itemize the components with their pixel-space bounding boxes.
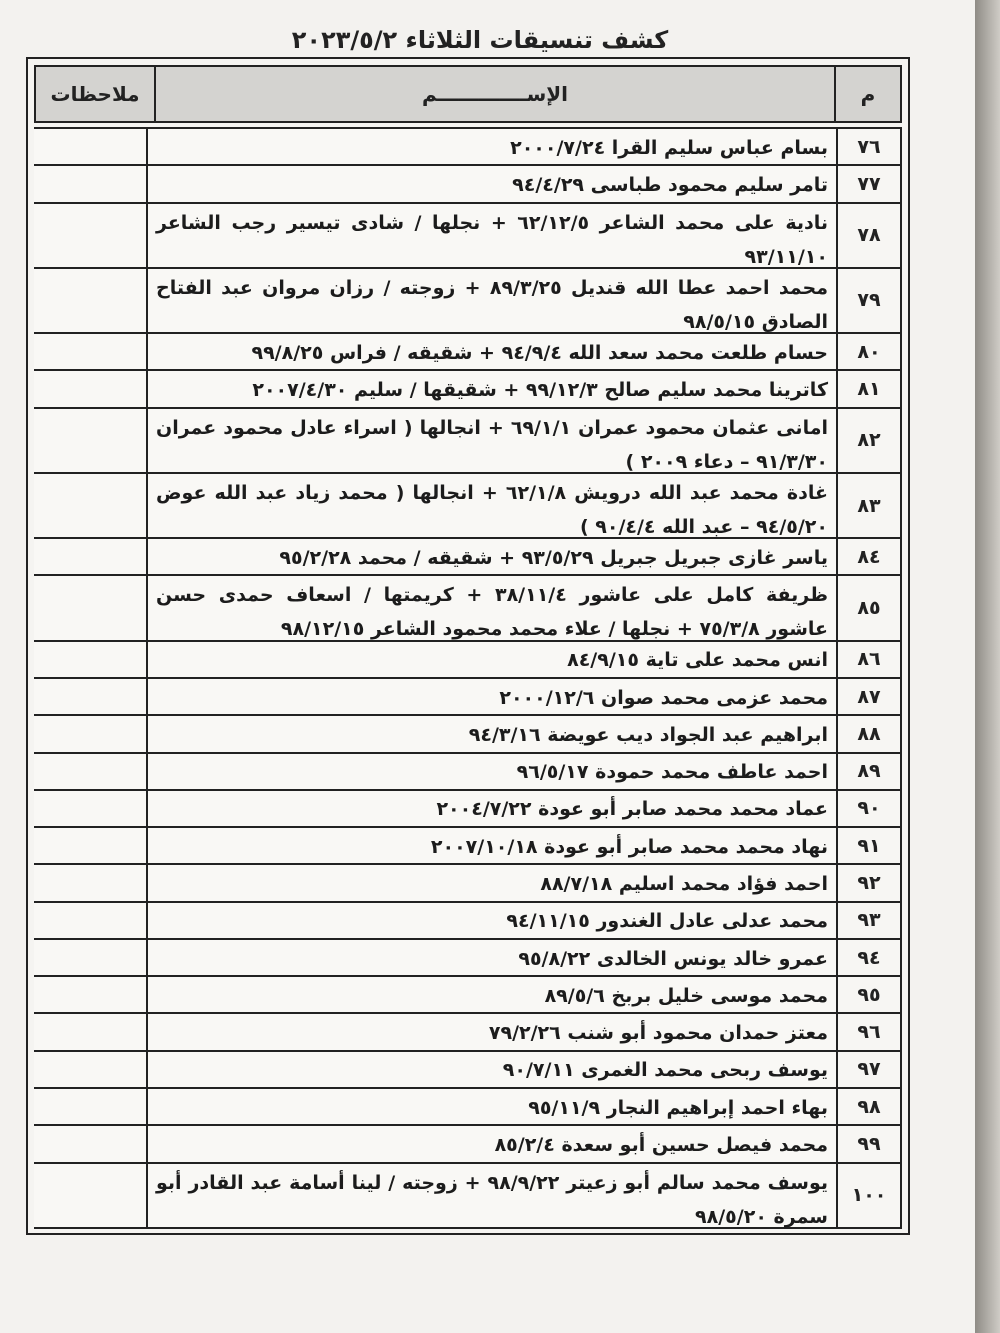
row-name: يوسف محمد سالم أبو زعيتر ٩٨/٩/٢٢ + زوجته / لينا أسامة عبد القادر أبو سمرة ٩٨/٥/٢٠: [146, 1164, 836, 1227]
row-notes: [34, 269, 146, 332]
table-row: [34, 903, 902, 940]
row-name: يوسف ربحى محمد الغمرى ٩٠/٧/١١: [146, 1052, 836, 1087]
row-number: ٨٧: [836, 679, 902, 714]
table-row: [34, 1089, 902, 1126]
row-notes: [34, 204, 146, 267]
table-header: [34, 65, 902, 123]
row-number: ٨٢: [836, 409, 902, 472]
row-number: ٩١: [836, 828, 902, 863]
header-name: الإســـــــــــــم: [154, 67, 834, 121]
row-notes: [34, 642, 146, 677]
row-number: ٨٩: [836, 754, 902, 789]
row-name: عمرو خالد يونس الخالدى ٩٥/٨/٢٢: [146, 940, 836, 975]
row-number: ٩٨: [836, 1089, 902, 1124]
row-number: ٩٢: [836, 865, 902, 900]
row-number: ٨١: [836, 371, 902, 406]
row-notes: [34, 1126, 146, 1161]
table-row: [34, 865, 902, 902]
row-number: ١٠٠: [836, 1164, 902, 1227]
table-row: [34, 977, 902, 1014]
row-number: ٨٤: [836, 539, 902, 574]
row-name: امانى عثمان محمود عمران ٦٩/١/١ + انجالها ( اسراء عادل محمود عمران ٩١/٣/٣٠ – دعاء ٢٠٠٩ ): [146, 409, 836, 472]
row-name: احمد عاطف محمد حمودة ٩٦/٥/١٧: [146, 754, 836, 789]
row-notes: [34, 539, 146, 574]
row-notes: [34, 409, 146, 472]
row-name: انس محمد على تاية ٨٤/٩/١٥: [146, 642, 836, 677]
row-notes: [34, 1014, 146, 1049]
row-number: ٨٨: [836, 716, 902, 751]
row-notes: [34, 1052, 146, 1087]
row-name: ابراهيم عبد الجواد ديب عويضة ٩٤/٣/١٦: [146, 716, 836, 751]
table-row: [34, 409, 902, 474]
row-name: كاترينا محمد سليم صالح ٩٩/١٢/٣ + شقيقها / سليم ٢٠٠٧/٤/٣٠: [146, 371, 836, 406]
row-number: ٨٦: [836, 642, 902, 677]
row-number: ٧٩: [836, 269, 902, 332]
row-name: ظريفة كامل على عاشور ٣٨/١١/٤ + كريمتها / اسعاف حمدى حسن عاشور ٧٥/٣/٨ + نجلها / علاء محمد محمود الشاعر ٩٨/١٢/١٥: [146, 576, 836, 639]
row-name: غادة محمد عبد الله درويش ٦٢/١/٨ + انجالها ( محمد زياد عبد الله عوض ٩٤/٥/٢٠ – عبد الله ٩٠/٤/٤ ): [146, 474, 836, 537]
row-number: ٨٥: [836, 576, 902, 639]
row-number: ٩٧: [836, 1052, 902, 1087]
table-row: [34, 642, 902, 679]
row-number: ٧٨: [836, 204, 902, 267]
table-row: [34, 791, 902, 828]
row-name: بسام عباس سليم القرا ٢٠٠٠/٧/٢٤: [146, 129, 836, 164]
table-row: [34, 539, 902, 576]
desk-edge: [975, 0, 1000, 1333]
row-number: ٨٠: [836, 334, 902, 369]
row-number: ٩٥: [836, 977, 902, 1012]
row-name: محمد احمد عطا الله قنديل ٨٩/٣/٢٥ + زوجته / رزان مروان عبد الفتاح الصادق ٩٨/٥/١٥: [146, 269, 836, 332]
row-notes: [34, 576, 146, 639]
row-notes: [34, 716, 146, 751]
page-title: كشف تنسيقات الثلاثاء ٢٠٢٣/٥/٢: [291, 26, 669, 54]
row-notes: [34, 1089, 146, 1124]
row-notes: [34, 791, 146, 826]
row-name: ياسر غازى جبريل جبريل ٩٣/٥/٢٩ + شقيقه / محمد ٩٥/٢/٢٨: [146, 539, 836, 574]
table-row: [34, 940, 902, 977]
table-body: [34, 127, 902, 1229]
row-notes: [34, 1164, 146, 1227]
row-name: عماد محمد محمد صابر أبو عودة ٢٠٠٤/٧/٢٢: [146, 791, 836, 826]
table-row: [34, 754, 902, 791]
table-row: [34, 166, 902, 203]
header-number: م: [834, 67, 900, 121]
row-number: ٧٦: [836, 129, 902, 164]
row-name: معتز حمدان محمود أبو شنب ٧٩/٢/٢٦: [146, 1014, 836, 1049]
table-row: [34, 716, 902, 753]
row-notes: [34, 166, 146, 201]
row-number: ٩٤: [836, 940, 902, 975]
table-row: [34, 1164, 902, 1229]
row-number: ٧٧: [836, 166, 902, 201]
row-name: محمد فيصل حسين أبو سعدة ٨٥/٢/٤: [146, 1126, 836, 1161]
row-name: محمد عزمى محمد صوان ٢٠٠٠/١٢/٦: [146, 679, 836, 714]
row-name: محمد موسى خليل بربخ ٨٩/٥/٦: [146, 977, 836, 1012]
row-notes: [34, 679, 146, 714]
row-notes: [34, 828, 146, 863]
table-row: [34, 576, 902, 641]
table-row: [34, 828, 902, 865]
row-number: ٩٠: [836, 791, 902, 826]
table-row: [34, 204, 902, 269]
row-number: ٩٩: [836, 1126, 902, 1161]
table-row: [34, 129, 902, 166]
row-name: نهاد محمد محمد صابر أبو عودة ٢٠٠٧/١٠/١٨: [146, 828, 836, 863]
row-number: ٩٦: [836, 1014, 902, 1049]
row-notes: [34, 474, 146, 537]
table-row: [34, 1052, 902, 1089]
row-name: تامر سليم محمود طباسى ٩٤/٤/٢٩: [146, 166, 836, 201]
row-notes: [34, 754, 146, 789]
row-notes: [34, 903, 146, 938]
row-number: ٩٣: [836, 903, 902, 938]
table-row: [34, 1014, 902, 1051]
row-notes: [34, 334, 146, 369]
row-name: محمد عدلى عادل الغندور ٩٤/١١/١٥: [146, 903, 836, 938]
row-notes: [34, 371, 146, 406]
table-row: [34, 1126, 902, 1163]
row-name: احمد فؤاد محمد اسليم ٨٨/٧/١٨: [146, 865, 836, 900]
row-number: ٨٣: [836, 474, 902, 537]
row-notes: [34, 865, 146, 900]
row-name: نادية على محمد الشاعر ٦٢/١٢/٥ + نجلها / شادى تيسير رجب الشاعر ٩٣/١١/١٠: [146, 204, 836, 267]
table-row: [34, 474, 902, 539]
row-name: بهاء احمد إبراهيم النجار ٩٥/١١/٩: [146, 1089, 836, 1124]
table-row: [34, 371, 902, 408]
row-notes: [34, 977, 146, 1012]
header-notes: ملاحظات: [36, 67, 154, 121]
row-name: حسام طلعت محمد سعد الله ٩٤/٩/٤ + شقيقه / فراس ٩٩/٨/٢٥: [146, 334, 836, 369]
row-notes: [34, 129, 146, 164]
coordination-table: [26, 57, 910, 1235]
table-row: [34, 269, 902, 334]
row-notes: [34, 940, 146, 975]
table-row: [34, 334, 902, 371]
table-row: [34, 679, 902, 716]
